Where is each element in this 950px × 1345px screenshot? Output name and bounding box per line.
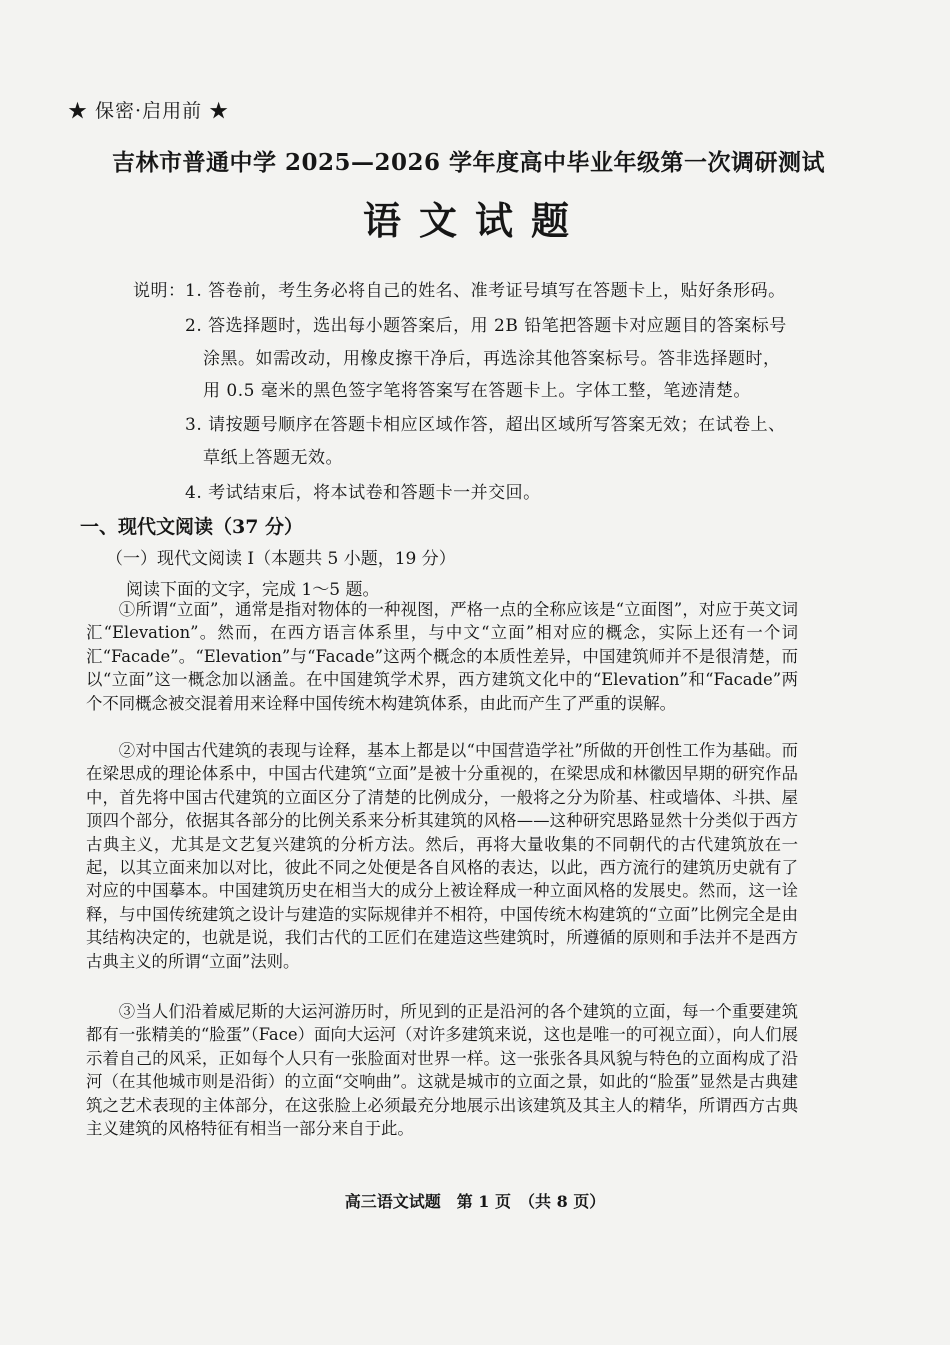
passage-paragraph-2: ②对中国古代建筑的表现与诠释，基本上都是以“中国营造学社”所做的开创性工作为基础。而在梁思成的理论体系中，中国古代建筑“立面”是被十分重视的，在梁思成和林徽因早期的研究作品中，首先将中国古代建筑的立面区分了清楚的比例成分，一般将之分为阶基、柱或墙体、斗拱、屋顶四个部分，依据其各部分的比例关系来分析其建筑的风格——这种研究思路显然十分类似于西方古典主义，尤其是文艺复兴建筑的分析方法。然后，再将大量收集的不同朝代的古代建筑放在一起，以其立面来加以对比，彼此不同之处便是各自风格的表达，以此，西方流行的建筑历史就有了对应的中国摹本。中国建筑历史在相当大的成分上被诠释成一种立面风格的发展史。然而，这一诠释，与中国传统建筑之设计与建造的实际规律并不相符，中国传统木构建筑的“立面”比例完全是由其结构决定的，也就是说，我们古代的工匠们在建造这些建筑时，所遵循的原则和手法并不是西方古典主义的所谓“立面”法则。 bbox=[86, 741, 798, 971]
subject-title: 语文试题 bbox=[362, 198, 587, 243]
passage-paragraph-1: ①所谓“立面”，通常是指对物体的一种视图，严格一点的全称应该是“立面图”，对应于英文词汇“Elevation”。然而，在西方语言体系里，与中文“立面”相对应的概念，实际上还有一个词汇“Facade”。“Elevation”与“Facade”这两个概念的本质性差异，中国建筑师并不是很清楚，而以“立面”这一概念加以涵盖。在中国建筑学术界，西方建筑文化中的“Elevation”和“Facade”两个不同概念被交混着用来诠释中国传统木构建筑体系，由此而产生了严重的误解。 bbox=[86, 600, 798, 713]
instruction-line-2: 2. 答选择题时，选出每小题答案后，用 2B 铅笔把答题卡对应题目的答案标号 bbox=[185, 316, 787, 336]
instruction-line-7: 4. 考试结束后，将本试卷和答题卡一并交回。 bbox=[185, 483, 541, 503]
instruction-line-6: 草纸上答题无效。 bbox=[203, 448, 343, 468]
instruction-line-5: 3. 请按题号顺序在答题卡相应区域作答，超出区域所写答案无效；在试卷上、 bbox=[185, 415, 786, 435]
instruction-line-4: 用 0.5 毫米的黑色签字笔将答案写在答题卡上。字体工整，笔迹清楚。 bbox=[203, 381, 751, 401]
page-footer: 高三语文试题 第 1 页 （共 8 页） bbox=[344, 1192, 606, 1211]
instruction-line-1: 1. 答卷前，考生务必将自己的姓名、准考证号填写在答题卡上，贴好条形码。 bbox=[185, 281, 786, 301]
exam-title: 吉林市普通中学 2025—2026 学年度高中毕业年级第一次调研测试 bbox=[112, 149, 826, 176]
instructions-label: 说明： bbox=[133, 281, 186, 301]
subsection-heading: （一）现代文阅读 I（本题共 5 小题，19 分） bbox=[106, 549, 456, 569]
reading-intro: 阅读下面的文字，完成 1～5 题。 bbox=[126, 580, 380, 600]
confidential-label: ★ 保密·启用前 ★ bbox=[68, 100, 230, 122]
instruction-line-3: 涂黑。如需改动，用橡皮擦干净后，再选涂其他答案标号。答非选择题时， bbox=[203, 349, 781, 369]
passage-paragraph-3: ③当人们沿着威尼斯的大运河游历时，所见到的正是沿河的各个建筑的立面，每一个重要建筑都有一张精美的“脸蛋”（Face）面向大运河（对许多建筑来说，这也是唯一的可视立面），向人们展示着自己的风采，正如每个人只有一张脸面对世界一样。这一张张各具风貌与特色的立面构成了沿河（在其他城市则是沿街）的立面“交响曲”。这就是城市的立面之景，如此的“脸蛋”显然是古典建筑之艺术表现的主体部分，在这张脸上必须最充分地展示出该建筑及其主人的精华，所谓西方古典主义建筑的风格特征有相当一部分来自于此。 bbox=[86, 1002, 798, 1139]
section-heading: 一、现代文阅读（37 分） bbox=[80, 516, 304, 538]
